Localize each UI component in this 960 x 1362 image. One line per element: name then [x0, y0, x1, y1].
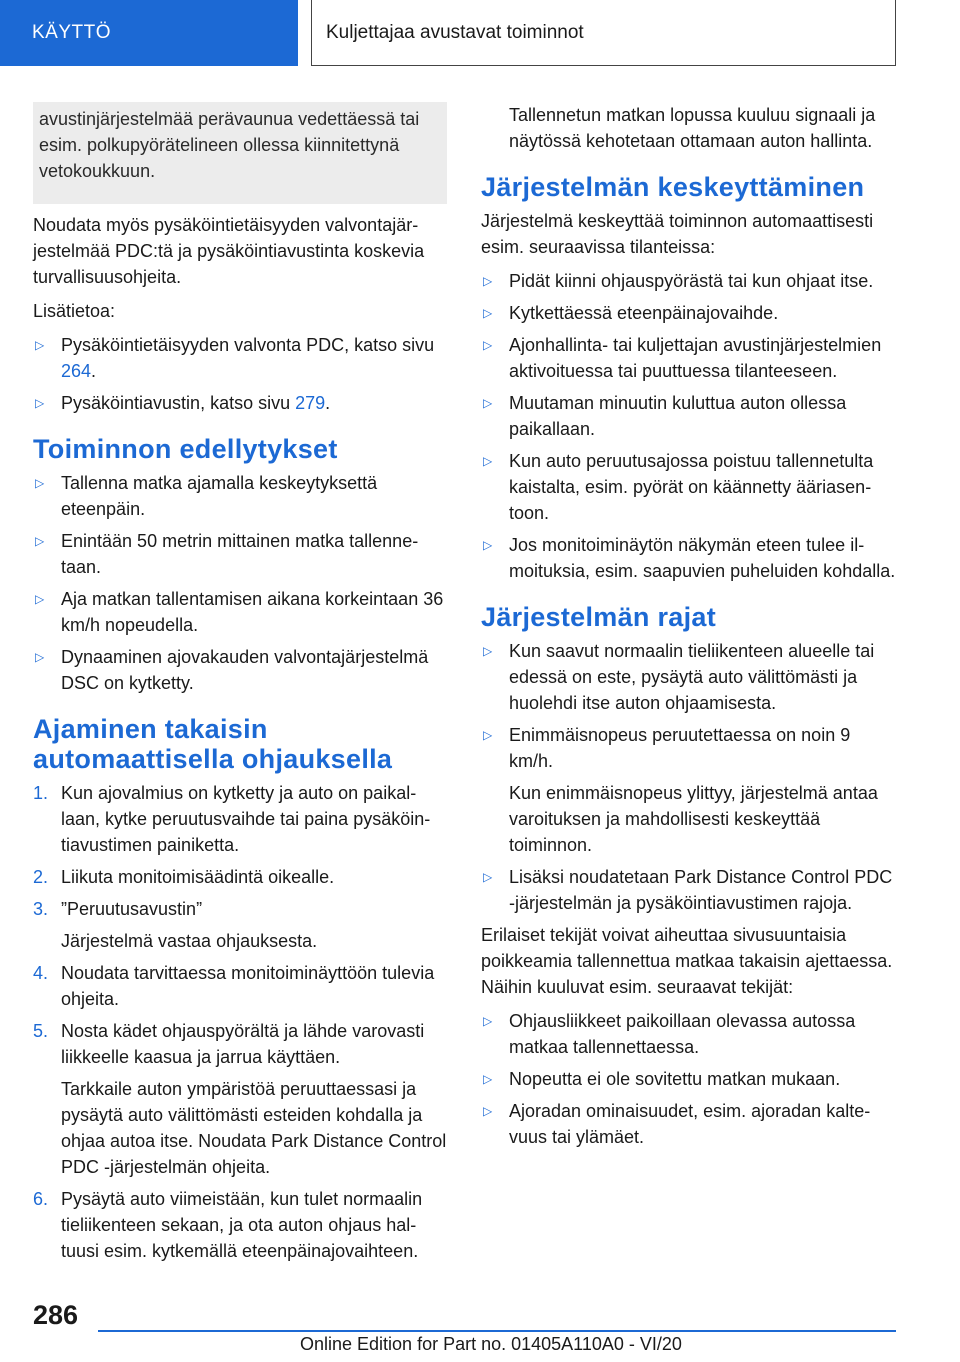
triangle-bullet-icon: ▷	[483, 538, 493, 552]
heading-requirements: Toiminnon edellytykset	[33, 434, 338, 464]
list-item: ▷ Tallenna matka ajamalla keskeytyksettä eteenpäin.	[33, 470, 447, 522]
step-number: 1.	[33, 783, 49, 803]
triangle-bullet-icon: ▷	[35, 476, 45, 490]
triangle-bullet-icon: ▷	[35, 338, 45, 352]
note-box: avustinjärjestelmää perävaunua vedettäessä tai esim. polkupyörätelineen ollessa kiinnitettynä vetokoukkuun.	[33, 102, 447, 204]
step-item: 5. Nosta kädet ohjauspyörältä ja lähde varovasti liikkeelle kaasua ja jarrua käyttäen. Tarkkaile auton ympäristöä peruuttaessasi ja pysäytä auto välittömästi esteiden kohdalla ja ohjaa autoa itse. Noudata Park Distance Control PDC -järjestelmän ohjeita.	[33, 1018, 447, 1180]
heading-interruption: Järjestelmän keskeyttäminen	[481, 172, 865, 202]
list-item: ▷ Kun auto peruutusajossa poistuu tallennetulta kaistalta, esim. pyörät on käännetty ääriasentoon.	[481, 448, 897, 526]
list-item: ▷ Ohjausliikkeet paikoillaan olevassa autossa matkaa tallennettaessa.	[481, 1008, 897, 1060]
triangle-bullet-icon: ▷	[483, 396, 493, 410]
triangle-bullet-icon: ▷	[35, 650, 45, 664]
list-item: ▷ Enimmäisnopeus peruutettaessa on noin 9 km/h. Kun enimmäisnopeus ylittyy, järjestelmä antaa varoituksen ja mahdollisesti keskeyttää toiminnon.	[481, 722, 897, 858]
page-number: 286	[33, 1300, 79, 1330]
step-note: Järjestelmä vastaa ohjauksesta.	[61, 931, 318, 951]
paragraph-pdc-safety: Noudata myös pysäköintietäisyyden valvontajärjestelmää PDC:tä ja pysäköintiavustinta koskevia turvallisuusohjeita.	[33, 215, 425, 287]
list-item: ▷ Ajoradan ominaisuudet, esim. ajoradan kaltevuus tai ylämäet.	[481, 1098, 897, 1150]
list-item: ▷ Kun saavut normaalin tieliikenteen alueelle tai edessä on este, pysäytä auto välittömästi ja huolehdi itse auton ohjaamisesta.	[481, 638, 897, 716]
triangle-bullet-icon: ▷	[483, 1014, 493, 1028]
list-item: ▷ Pysäköintiavustin, katso sivu 279.	[33, 390, 447, 416]
triangle-bullet-icon: ▷	[35, 396, 45, 410]
triangle-bullet-icon: ▷	[35, 592, 45, 606]
page-link-264[interactable]: 264	[61, 361, 92, 381]
step-note: Tarkkaile auton ympäristöä peruuttaessasi ja pysäytä auto välittömästi esteiden kohdalla ja ohjaa autoa itse. Noudata Park Distance Control PDC -järjestelmän ohjeita.	[61, 1079, 447, 1177]
step-number: 2.	[33, 867, 49, 887]
step-number: 6.	[33, 1189, 49, 1209]
list-item: ▷ Enintään 50 metrin mittainen matka tallennetaan.	[33, 528, 447, 580]
paragraph-more-info: Lisätietoa:	[33, 301, 116, 321]
triangle-bullet-icon: ▷	[35, 534, 45, 548]
page-header	[0, 0, 960, 66]
triangle-bullet-icon: ▷	[483, 644, 493, 658]
triangle-bullet-icon: ▷	[483, 338, 493, 352]
page-link-279[interactable]: 279	[295, 393, 326, 413]
limits-list	[481, 638, 897, 916]
list-item: ▷ Pidät kiinni ohjauspyörästä tai kun ohjaat itse.	[481, 268, 897, 294]
list-item: ▷ Ajonhallinta- tai kuljettajan avustinjärjestelmien aktivoituessa tai puuttuessa tilanteeseen.	[481, 332, 897, 384]
list-item: ▷ Aja matkan tallentamisen aikana korkeintaan 36 km/h nopeudella.	[33, 586, 447, 638]
list-item: ▷ Kytkettäessä eteenpäinajovaihde.	[481, 300, 897, 326]
triangle-bullet-icon: ▷	[483, 454, 493, 468]
triangle-bullet-icon: ▷	[483, 274, 493, 288]
triangle-bullet-icon: ▷	[483, 1072, 493, 1086]
requirements-list	[33, 470, 447, 696]
limit-note: Kun enimmäisnopeus ylittyy, järjestelmä antaa varoituksen ja mahdollisesti keskeyttää toiminnon.	[509, 783, 878, 855]
section-title: Kuljettajaa avustavat toiminnot	[311, 0, 896, 66]
list-item: ▷ Dynaaminen ajovakauden valvontajärjestelmä DSC on kytketty.	[33, 644, 447, 696]
heading-limits: Järjestelmän rajat	[481, 602, 717, 632]
footer-divider	[98, 1330, 896, 1332]
step-number: 5.	[33, 1021, 49, 1041]
triangle-bullet-icon: ▷	[483, 1104, 493, 1118]
step-item: 4. Noudata tarvittaessa monitoiminäyttöön tulevia ohjeita.	[33, 960, 447, 1012]
heading-auto-reverse: Ajaminen takaisin automaattisella ohjauksella	[33, 714, 393, 774]
list-item: ▷ Muutaman minuutin kuluttua auton ollessa paikallaan.	[481, 390, 897, 442]
paragraph-deviation: Erilaiset tekijät voivat aiheuttaa sivusuuntaisia poikkeamia tallennettua matkaa takaisin ajettaessa. Näihin kuuluvat esim. seuraavat tekijät:	[481, 925, 893, 997]
paragraph-interruption: Järjestelmä keskeyttää toiminnon automaattisesti esim. seuraavissa tilanteissa:	[481, 211, 874, 257]
triangle-bullet-icon: ▷	[483, 306, 493, 320]
step-item: 2. Liikuta monitoimisäädintä oikealle.	[33, 864, 447, 890]
step-item: 3. ”Peruutusavustin” Järjestelmä vastaa ohjauksesta.	[33, 896, 447, 954]
right-column	[481, 102, 897, 1156]
list-item: ▷ Lisäksi noudatetaan Park Distance Control PDC -järjestelmän ja pysäköintiavustimen rajoja.	[481, 864, 897, 916]
step-number: 4.	[33, 963, 49, 983]
step-continuation: Tallennetun matkan lopussa kuuluu signaali ja näytössä kehotetaan ottamaan auton hallinta.	[509, 105, 876, 151]
factors-list	[481, 1008, 897, 1150]
chapter-tab: KÄYTTÖ	[0, 0, 298, 66]
list-item: ▷ Nopeutta ei ole sovitettu matkan mukaan.	[481, 1066, 897, 1092]
steps-list	[33, 780, 447, 1264]
interruption-list	[481, 268, 897, 584]
left-column	[33, 102, 447, 1270]
list-item: ▷ Pysäköintietäisyyden valvonta PDC, katso sivu 264.	[33, 332, 447, 384]
triangle-bullet-icon: ▷	[483, 728, 493, 742]
info-list	[33, 332, 447, 416]
triangle-bullet-icon: ▷	[483, 870, 493, 884]
step-item: 6. Pysäytä auto viimeistään, kun tulet normaalin tieliikenteen sekaan, ja ota auton ohjaus haltuusi esim. kytkemällä eteenpäinajovaihteen.	[33, 1186, 447, 1264]
step-item: 1. Kun ajovalmius on kytketty ja auto on paikallaan, kytke peruutusvaihde tai paina pysäköintiavustimen painiketta.	[33, 780, 447, 858]
step-number: 3.	[33, 899, 49, 919]
edition-text: Online Edition for Part no. 01405A110A0 - VI/20	[300, 1334, 682, 1354]
list-item: ▷ Jos monitoiminäytön näkymän eteen tulee ilmoituksia, esim. saapuvien puheluiden kohdalla.	[481, 532, 897, 584]
